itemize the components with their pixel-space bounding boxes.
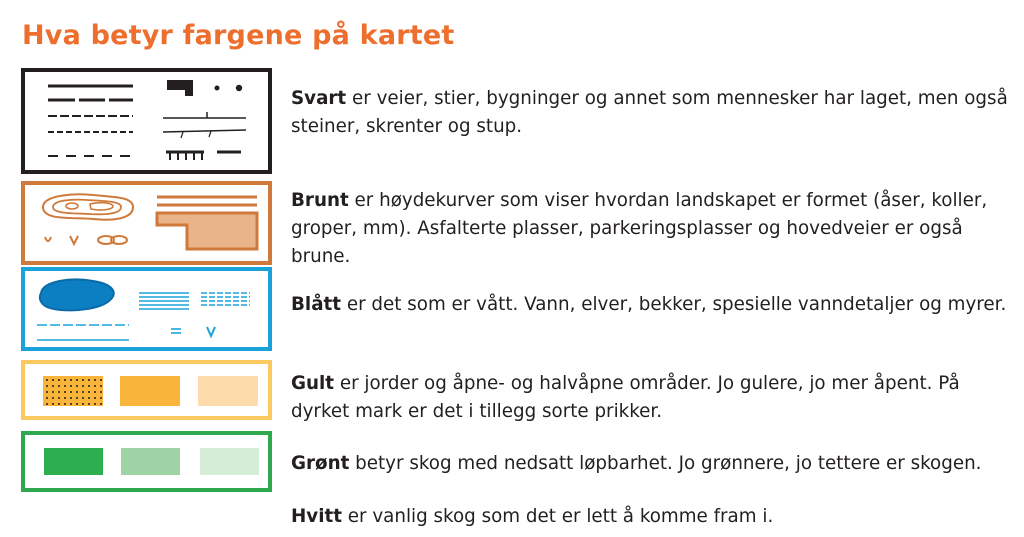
field-dot: [46, 397, 48, 399]
field-dot: [64, 379, 66, 381]
field-dot: [82, 397, 84, 399]
field-dot: [52, 403, 54, 405]
legend-term: Blått: [291, 294, 342, 315]
legend-description: er det som er vått. Vann, elver, bekker, spesielle vanndetaljer og myrer.: [341, 294, 1007, 315]
field-dot: [100, 391, 102, 393]
field-dot: [70, 397, 72, 399]
field-dot: [58, 403, 60, 405]
legend-term: Grønt: [291, 453, 350, 474]
legend-text-white: [291, 503, 1016, 531]
legend-term: Hvitt: [291, 506, 342, 527]
legend-term: Gult: [291, 373, 335, 394]
field-dot: [52, 397, 54, 399]
field-dot: [46, 385, 48, 387]
field-dot: [58, 379, 60, 381]
field-dot: [46, 403, 48, 405]
field-dot: [58, 385, 60, 387]
field-dot: [70, 403, 72, 405]
field-dot: [94, 385, 96, 387]
field-dot: [58, 391, 60, 393]
field-dot: [76, 397, 78, 399]
field-dot: [82, 403, 84, 405]
legend-description: er veier, stier, bygninger og annet som mennesker har laget, men også steiner, skrenter og stup.: [291, 88, 1008, 137]
field-dot: [52, 391, 54, 393]
field-dot: [64, 385, 66, 387]
field-dot: [76, 379, 78, 381]
field-dot: [64, 391, 66, 393]
field-dot: [46, 379, 48, 381]
field-dot: [94, 391, 96, 393]
legend-description: er jorder og åpne- og halvåpne områder. Jo gulere, jo mer åpent. På dyrket mark er det i tillegg sorte prikker.: [291, 373, 960, 422]
page-title: Hva betyr fargene på kartet: [22, 20, 455, 51]
yellow-symbols-icon: [21, 360, 272, 420]
blue-symbols-icon: [21, 267, 272, 351]
field-dot: [76, 391, 78, 393]
field-dot: [88, 385, 90, 387]
green-symbols-box: [21, 431, 272, 492]
legend-term: Svart: [291, 88, 347, 109]
field-dot: [58, 397, 60, 399]
field-dot: [70, 385, 72, 387]
field-dot: [64, 403, 66, 405]
black-symbols-icon: [21, 68, 272, 174]
legend-text-yellow: [291, 370, 1016, 426]
field-dot: [88, 391, 90, 393]
legend-term: Brunt: [291, 190, 349, 211]
field-dot: [88, 397, 90, 399]
field-dot: [100, 403, 102, 405]
field-dot: [64, 397, 66, 399]
black-symbols-box: [21, 68, 272, 174]
field-dot: [82, 391, 84, 393]
legend-text-black: [291, 85, 1016, 141]
field-dot: [52, 379, 54, 381]
field-dot: [70, 379, 72, 381]
brown-symbols-icon: [21, 181, 272, 265]
legend-description: betyr skog med nedsatt løpbarhet. Jo grønnere, jo tettere er skogen.: [349, 453, 982, 474]
green-symbols-icon: [21, 431, 272, 492]
field-dot: [82, 385, 84, 387]
brown-symbols-box: [21, 181, 272, 265]
yellow-symbols-box: [21, 360, 272, 420]
field-dot: [88, 403, 90, 405]
legend-text-blue: [291, 291, 1016, 319]
blue-symbols-box: [21, 267, 272, 351]
legend-description: er høydekurver som viser hvordan landskapet er formet (åser, koller, groper, mm). Asfalterte plasser, parkeringsplasser og hovedveier er også brune.: [291, 190, 988, 267]
field-dot: [82, 379, 84, 381]
field-dot: [94, 403, 96, 405]
field-dot: [52, 385, 54, 387]
legend-description: er vanlig skog som det er lett å komme fram i.: [341, 506, 774, 527]
field-dot: [100, 379, 102, 381]
field-dot: [76, 385, 78, 387]
field-dot: [76, 403, 78, 405]
field-dot: [88, 379, 90, 381]
field-dot: [94, 397, 96, 399]
field-dot: [70, 391, 72, 393]
field-dot: [100, 385, 102, 387]
field-dot: [46, 391, 48, 393]
legend-text-green: [291, 450, 1016, 478]
legend-text-brown: [291, 187, 1016, 271]
field-dot: [100, 397, 102, 399]
field-dot: [94, 379, 96, 381]
